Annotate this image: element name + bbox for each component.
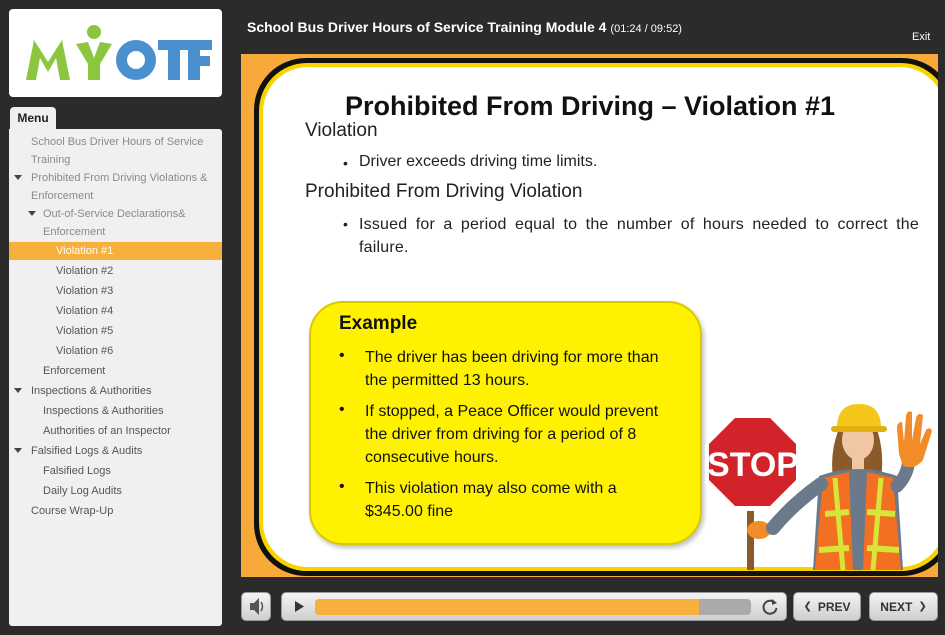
myotf-logo: [18, 18, 213, 88]
logo: [9, 9, 222, 97]
module-title-text: School Bus Driver Hours of Service Training Module 4: [247, 19, 607, 35]
slide-border: [254, 58, 938, 576]
menu-item-label: Out-of-Service Declarations& Enforcement: [43, 208, 186, 238]
progress-fill: [315, 599, 699, 615]
section-bullet-violation: Driver exceeds driving time limits.: [359, 153, 598, 170]
stop-sign-text: STOP: [707, 446, 799, 484]
example-callout: [309, 301, 702, 545]
slide-content: [263, 67, 938, 567]
play-icon[interactable]: [284, 593, 314, 620]
speaker-icon: [242, 593, 270, 620]
menu-item-inspections-authorities-section[interactable]: [9, 382, 222, 400]
example-bullet-3: This violation may also come with a $345.00 fine: [365, 480, 617, 520]
menu-item-course-wrap-up[interactable]: [9, 502, 222, 520]
volume-button[interactable]: [241, 592, 271, 621]
menu-item-label: Violation #5: [56, 325, 114, 337]
example-bullet-1: The driver has been driving for more than the permitted 13 hours.: [365, 349, 659, 389]
menu-item-falsified-logs-section[interactable]: [9, 442, 222, 460]
menu-item-violation-1[interactable]: [9, 242, 222, 260]
menu-item-label: Violation #2: [56, 265, 114, 277]
menu-item-label: Violation #1: [56, 245, 114, 257]
menu-item-label: Prohibited From Driving Violations & Enforcement: [31, 172, 208, 202]
menu-item-violation-6[interactable]: [9, 342, 222, 360]
slide-area: [241, 54, 938, 577]
bullet-icon: •: [339, 478, 345, 495]
menu-item-violation-5[interactable]: [9, 322, 222, 340]
menu-item-violation-2[interactable]: [9, 262, 222, 280]
next-label: NEXT: [880, 599, 913, 614]
menu-item-violation-4[interactable]: [9, 302, 222, 320]
example-bullet-2: If stopped, a Peace Officer would prevent the driver from driving for a period of 8 consecutive hours.: [365, 403, 659, 466]
menu-item-label: Falsified Logs & Audits: [31, 445, 143, 457]
playback-bar: [281, 592, 787, 621]
chevron-down-icon[interactable]: [14, 175, 22, 180]
crossing-guard-illustration: [703, 394, 933, 570]
menu-item-enforcement[interactable]: [9, 362, 222, 380]
prev-button[interactable]: [793, 592, 861, 621]
chevron-down-icon[interactable]: [14, 388, 22, 393]
menu-item-daily-log-audits[interactable]: [9, 482, 222, 500]
menu-item-course-title[interactable]: [9, 133, 222, 169]
chevron-down-icon[interactable]: [14, 448, 22, 453]
bullet-icon: •: [339, 401, 345, 418]
module-title: [247, 19, 682, 35]
bullet-icon: •: [343, 155, 348, 171]
menu-item-label: Enforcement: [43, 365, 106, 377]
menu-item-out-of-service[interactable]: [9, 205, 222, 241]
chevron-down-icon[interactable]: [28, 211, 36, 216]
menu-item-label: Inspections & Authorities: [43, 405, 164, 417]
menu-item-label: Daily Log Audits: [43, 485, 122, 497]
exit-link[interactable]: Exit: [912, 31, 931, 43]
menu-panel: [9, 129, 222, 626]
menu-item-inspections-authorities[interactable]: [9, 402, 222, 420]
menu-item-label: Course Wrap-Up: [31, 505, 114, 517]
progress-slider[interactable]: [315, 599, 751, 615]
section-bullet-prohibited: Issued for a period equal to the number of hours needed to correct the failure.: [359, 216, 919, 256]
example-title: Example: [339, 313, 418, 334]
playback-time: (01:24 / 09:52): [610, 23, 682, 35]
menu-item-label: Violation #6: [56, 345, 114, 357]
chevron-left-icon: ❮: [803, 601, 812, 612]
bullet-icon: •: [343, 216, 348, 232]
bullet-icon: •: [339, 347, 345, 364]
menu-item-prohibited-from-driving[interactable]: [9, 169, 222, 205]
menu-item-label: Violation #3: [56, 285, 114, 297]
chevron-right-icon: ❯: [918, 601, 927, 612]
menu-item-authorities-of-inspector[interactable]: [9, 422, 222, 440]
section-heading-violation: Violation: [305, 120, 378, 141]
slide-title: Prohibited From Driving – Violation #1: [345, 91, 836, 121]
next-button[interactable]: [869, 592, 938, 621]
menu-item-label: Inspections & Authorities: [31, 385, 152, 397]
section-heading-prohibited: Prohibited From Driving Violation: [305, 181, 583, 202]
menu-item-falsified-logs[interactable]: [9, 462, 222, 480]
menu-item-label: Authorities of an Inspector: [43, 425, 171, 437]
menu-item-label: Violation #4: [56, 305, 114, 317]
prev-label: PREV: [817, 599, 851, 614]
replay-icon[interactable]: [759, 596, 781, 618]
menu-item-label: Falsified Logs: [43, 465, 111, 477]
menu-item-violation-3[interactable]: [9, 282, 222, 300]
slide-border-inner: [259, 63, 938, 571]
menu-tab[interactable]: Menu: [10, 107, 56, 129]
menu-item-label: School Bus Driver Hours of Service Training: [31, 136, 204, 166]
